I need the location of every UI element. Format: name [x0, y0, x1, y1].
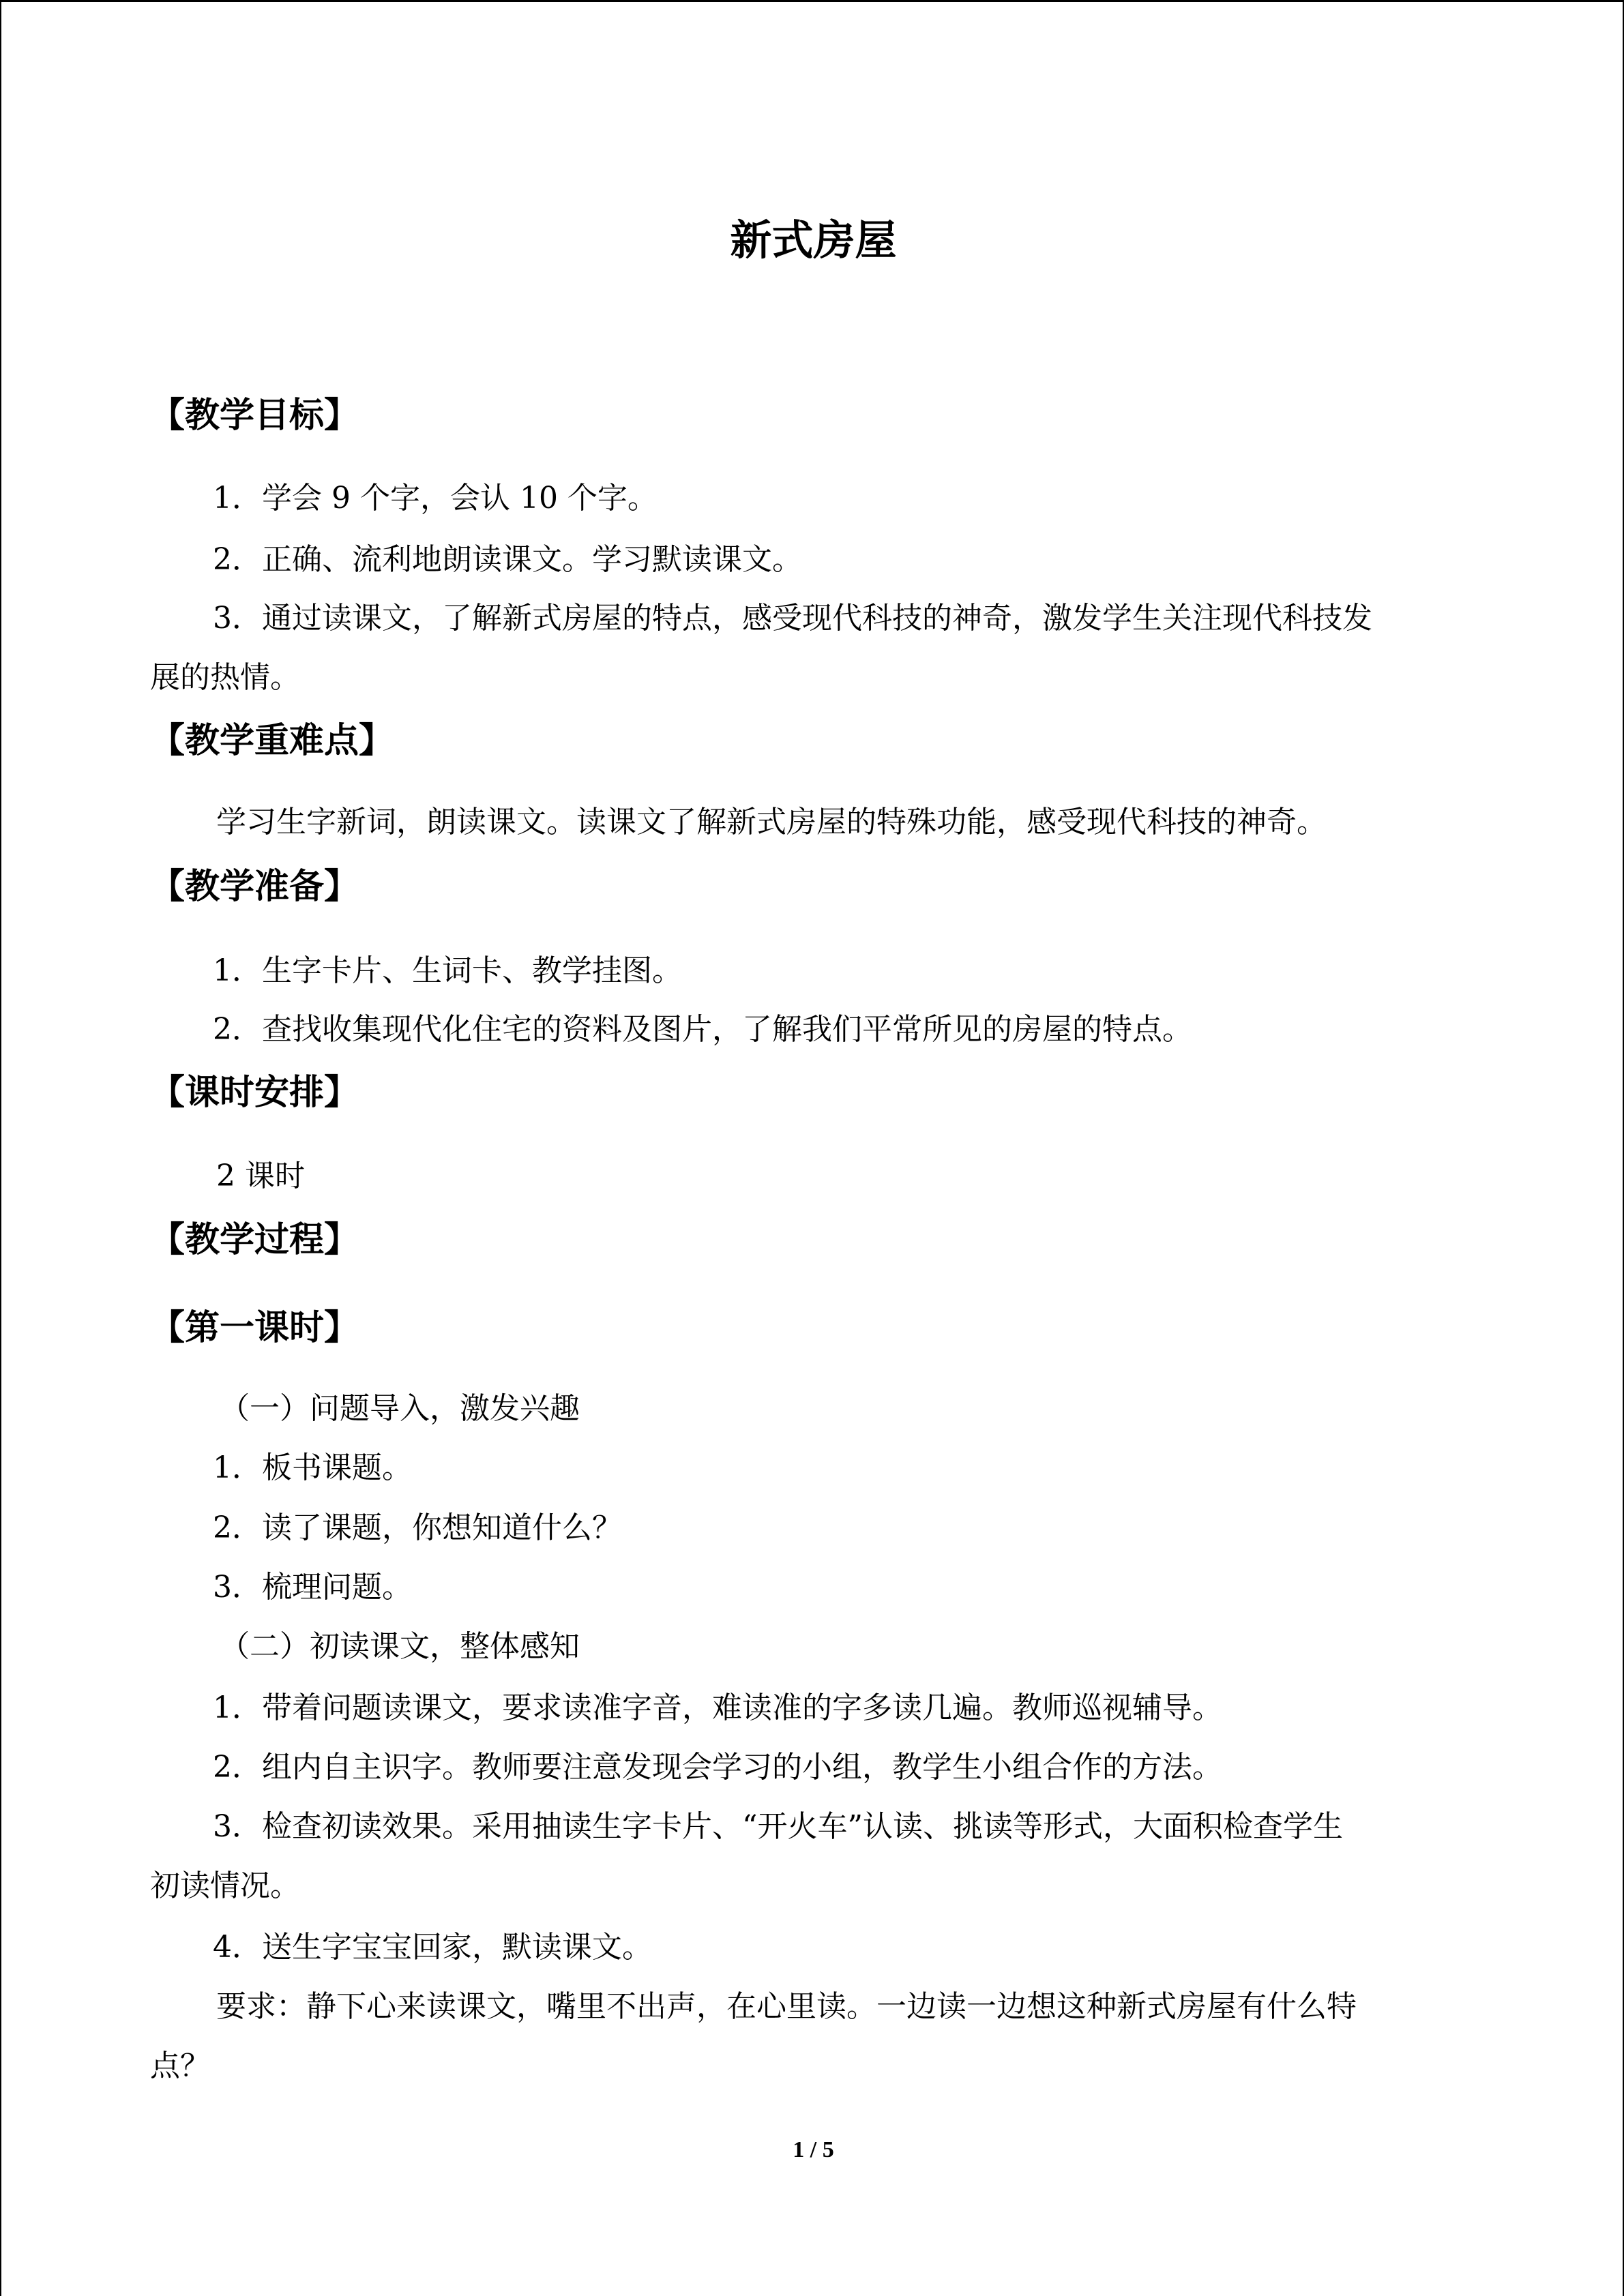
preparation-item: 2．查找收集现代化住宅的资料及图片，了解我们平常所见的房屋的特点。 — [213, 1012, 1192, 1047]
section-heading-schedule: 【课时安排】 — [150, 1073, 359, 1113]
lesson1-part2-item-continuation: 初读情况。 — [150, 1868, 300, 1903]
lesson1-part1-item: 1．板书课题。 — [213, 1450, 412, 1485]
lesson1-part1-item: 2．读了课题，你想知道什么？ — [213, 1510, 622, 1545]
lesson1-part2-requirement-continuation: 点？ — [150, 2048, 210, 2083]
page-number: 1 / 5 — [793, 2137, 834, 2162]
section-heading-key-points: 【教学重难点】 — [150, 721, 394, 761]
lesson1-part2-requirement: 要求：静下心来读课文，嘴里不出声，在心里读。一边读一边想这种新式房屋有什么特 — [216, 1989, 1357, 2024]
lesson1-part1-item: 3．梳理问题。 — [213, 1570, 412, 1605]
objective-item: 2．正确、流利地朗读课文。学习默读课文。 — [213, 542, 802, 577]
key-points-text: 学习生字新词，朗读课文。读课文了解新式房屋的特殊功能，感受现代科技的神奇。 — [216, 805, 1327, 839]
lesson1-part2-item: 3．检查初读效果。采用抽读生字卡片、“开火车”认读、挑读等形式，大面积检查学生 — [213, 1809, 1343, 1844]
lesson1-part2-item: 2．组内自主识字。教师要注意发现会学习的小组，教学生小组合作的方法。 — [213, 1750, 1222, 1785]
lesson1-part2-title: （二）初读课文，整体感知 — [220, 1629, 580, 1664]
preparation-item: 1．生字卡片、生词卡、教学挂图。 — [213, 953, 682, 988]
objective-item: 1．学会 9 个字，会认 10 个字。 — [213, 481, 658, 516]
lesson1-part2-item: 4．送生字宝宝回家，默读课文。 — [213, 1930, 652, 1965]
section-heading-objectives: 【教学目标】 — [150, 396, 359, 436]
objective-item: 3．通过读课文，了解新式房屋的特点，感受现代科技的神奇，激发学生关注现代科技发 — [213, 601, 1372, 636]
objective-item-continuation: 展的热情。 — [150, 660, 300, 695]
section-heading-preparation: 【教学准备】 — [150, 867, 359, 907]
section-heading-lesson1: 【第一课时】 — [150, 1308, 359, 1348]
schedule-text: 2 课时 — [216, 1159, 305, 1193]
document-title: 新式房屋 — [730, 216, 897, 265]
lesson1-part1-title: （一）问题导入，激发兴趣 — [220, 1391, 580, 1426]
section-heading-process: 【教学过程】 — [150, 1220, 359, 1260]
lesson1-part2-item: 1．带着问题读课文，要求读准字音，难读准的字多读几遍。教师巡视辅导。 — [213, 1690, 1222, 1725]
